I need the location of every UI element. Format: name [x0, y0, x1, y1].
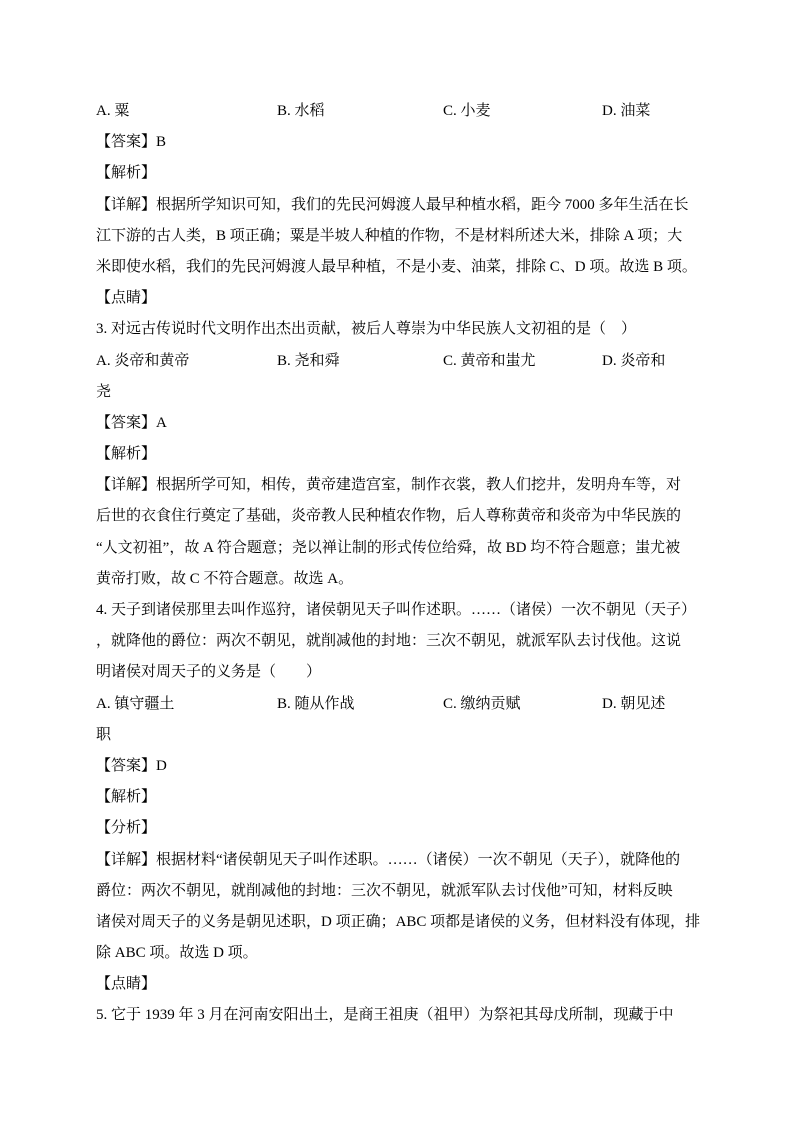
text-line: 【答案】A: [96, 414, 167, 431]
text-line: 【分析】: [96, 820, 157, 837]
text-line: “人文初祖”，故 A 符合题意；尧以禅让制的形式传位给舜，故 BD 均不符合题意；蚩尤被: [96, 539, 681, 556]
text-line: 米即使水稻，我们的先民河姆渡人最早种植，不是小麦、油菜，排除 C、D 项。故选 B 项。: [96, 258, 697, 275]
option-C: C. 黄帝和蚩尤: [443, 352, 536, 369]
text-line: 【解析】: [96, 789, 157, 806]
text-line: 4. 天子到诸侯那里去叫作巡狩，诸侯朝见天子叫作述职。……（诸侯）一次不朝见（天子）: [96, 602, 697, 618]
text-line: 【点睛】: [96, 976, 157, 993]
text-line: 明诸侯对周天子的义务是（ ）: [96, 664, 322, 681]
text-line: 【详解】根据所学知识可知，我们的先民河姆渡人最早种植水稻，距今 7000 多年生活在长: [96, 196, 689, 213]
option-A: A. 粟: [96, 103, 130, 119]
text-line: 尧: [96, 383, 112, 400]
text-line: 诸侯对周天子的义务是朝见述职，D 项正确；ABC 项都是诸侯的义务，但材料没有体现，排: [96, 913, 701, 930]
text-line: 除 ABC 项。故选 D 项。: [96, 945, 258, 962]
text-line: 【详解】根据所学可知，相传，黄帝建造宫室，制作衣裳，教人们挖井，发明舟车等，对: [96, 477, 682, 494]
text-line: 爵位：两次不朝见，就削减他的封地：三次不朝见，就派军队去讨伐他”可知，材料反映: [96, 882, 673, 899]
text-line: 后世的衣食住行奠定了基础，炎帝教人民种植农作物，后人尊称黄帝和炎帝为中华民族的: [96, 508, 682, 525]
text-line: 【点睛】: [96, 290, 157, 307]
options-row: [96, 689, 736, 720]
option-B: B. 水稻: [277, 103, 325, 119]
option-B: B. 尧和舜: [277, 352, 340, 369]
option-A: A. 炎帝和黄帝: [96, 352, 190, 369]
option-D: D. 炎帝和: [602, 352, 666, 369]
text-line: 【答案】D: [96, 757, 167, 774]
text-line: ，就降他的爵位：两次不朝见，就削减他的封地：三次不朝见，就派军队去讨伐他。这说: [96, 633, 682, 650]
option-A: A. 镇守疆土: [96, 695, 175, 712]
text-line: 江下游的古人类，B 项正确；粟是半坡人种植的作物，不是材料所述大米，排除 A 项；大: [96, 227, 683, 244]
text-line: 【解析】: [96, 165, 157, 182]
document-lines: [96, 96, 736, 1032]
option-C: C. 小麦: [443, 103, 491, 119]
option-D: D. 朝见述: [602, 695, 666, 712]
option-D: D. 油菜: [602, 103, 651, 119]
option-B: B. 随从作战: [277, 695, 355, 712]
options-row: [96, 346, 736, 377]
text-line: 5. 它于 1939 年 3 月在河南安阳出土，是商王祖庚（祖甲）为祭祀其母戊所制，现藏于中: [96, 1007, 674, 1024]
text-line: 【详解】根据材料“诸侯朝见天子叫作述职。……（诸侯）一次不朝见（天子），就降他的: [96, 851, 681, 868]
text-line: 黄帝打败，故 C 不符合题意。故选 A。: [96, 570, 354, 587]
text-line: 职: [96, 726, 112, 743]
text-line: 【答案】B: [96, 134, 167, 151]
text-line: 【解析】: [96, 446, 157, 463]
option-C: C. 缴纳贡赋: [443, 695, 521, 712]
options-row: [96, 96, 736, 127]
text-line: 3. 对远古传说时代文明作出杰出贡献，被后人尊崇为中华民族人文初祖的是（ ）: [96, 321, 637, 338]
